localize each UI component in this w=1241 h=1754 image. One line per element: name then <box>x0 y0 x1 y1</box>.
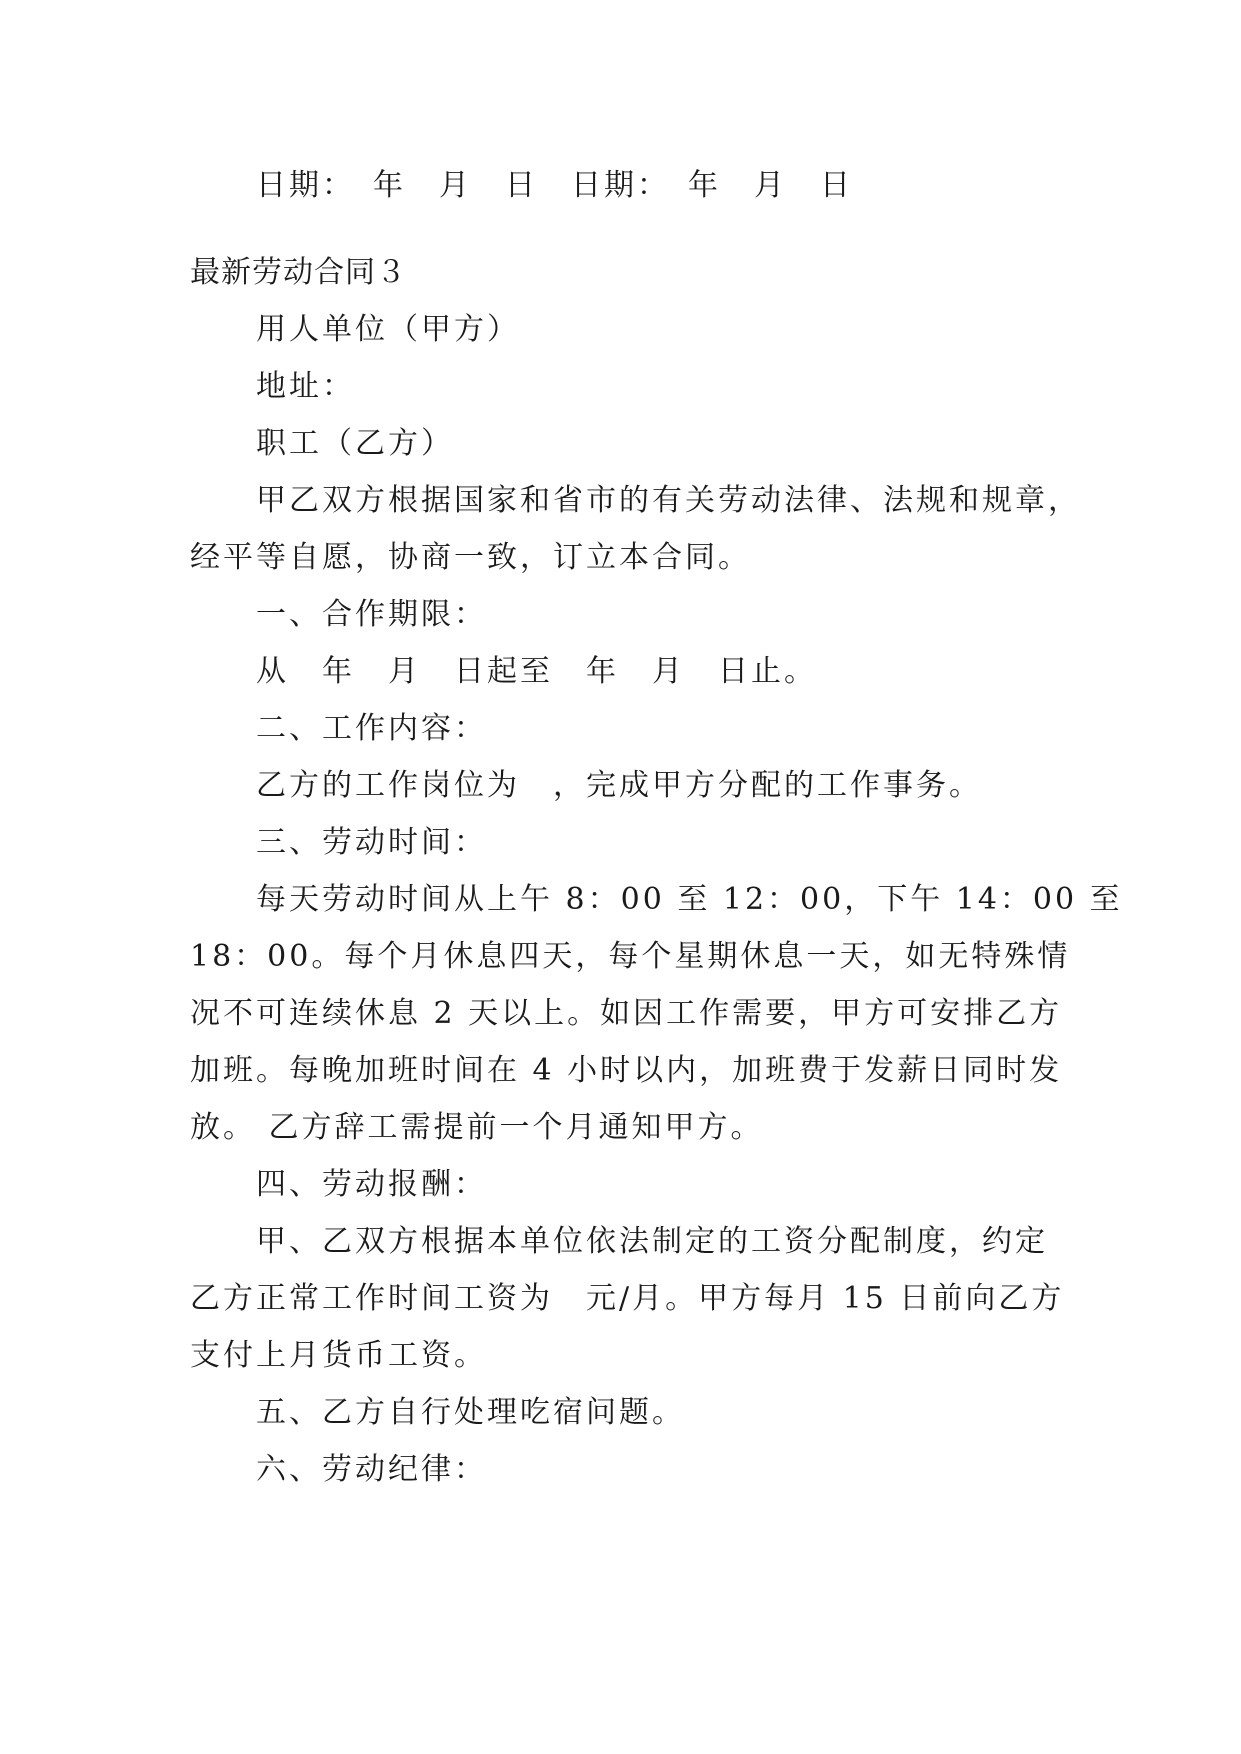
section-3-line-3: 况不可连续休息 2 天以上。如因工作需要，甲方可安排乙方 <box>190 996 1063 1031</box>
section-6-heading: 六、劳动纪律： <box>256 1452 487 1487</box>
section-3-line-5: 放。 乙方辞工需提前一个月通知甲方。 <box>190 1110 764 1145</box>
employee-line: 职工（乙方） <box>256 426 454 461</box>
employer-line: 用人单位（甲方） <box>256 312 520 347</box>
intro-line-2: 经平等自愿，协商一致，订立本合同。 <box>190 540 751 575</box>
contract-title: 最新劳动合同３ <box>190 255 407 290</box>
section-3-line-4: 加班。每晚加班时间在 4 小时以内，加班费于发薪日同时发 <box>190 1053 1063 1088</box>
date-line: 日期： 年 月 日 日期： 年 月 日 <box>256 168 853 203</box>
section-4-heading: 四、劳动报酬： <box>256 1167 487 1202</box>
section-2-body: 乙方的工作岗位为 ，完成甲方分配的工作事务。 <box>256 768 982 803</box>
section-4-line-3: 支付上月货币工资。 <box>190 1338 487 1373</box>
section-1-heading: 一、合作期限： <box>256 597 487 632</box>
section-1-body: 从 年 月 日起至 年 月 日止。 <box>256 654 817 689</box>
section-3-heading: 三、劳动时间： <box>256 825 487 860</box>
intro-line-1: 甲乙双方根据国家和省市的有关劳动法律、法规和规章， <box>256 483 1081 518</box>
section-4-line-2: 乙方正常工作时间工资为 元/月。甲方每月 15 日前向乙方 <box>190 1281 1065 1316</box>
address-line: 地址： <box>256 369 355 404</box>
section-2-heading: 二、工作内容： <box>256 711 487 746</box>
section-3-line-1: 每天劳动时间从上午 8：00 至 12：00，下午 14：00 至 <box>256 882 1123 917</box>
section-4-line-1: 甲、乙双方根据本单位依法制定的工资分配制度，约定 <box>256 1224 1048 1259</box>
section-5: 五、乙方自行处理吃宿问题。 <box>256 1395 685 1430</box>
section-3-line-2: 18：00。每个月休息四天，每个星期休息一天，如无特殊情 <box>190 939 1071 974</box>
